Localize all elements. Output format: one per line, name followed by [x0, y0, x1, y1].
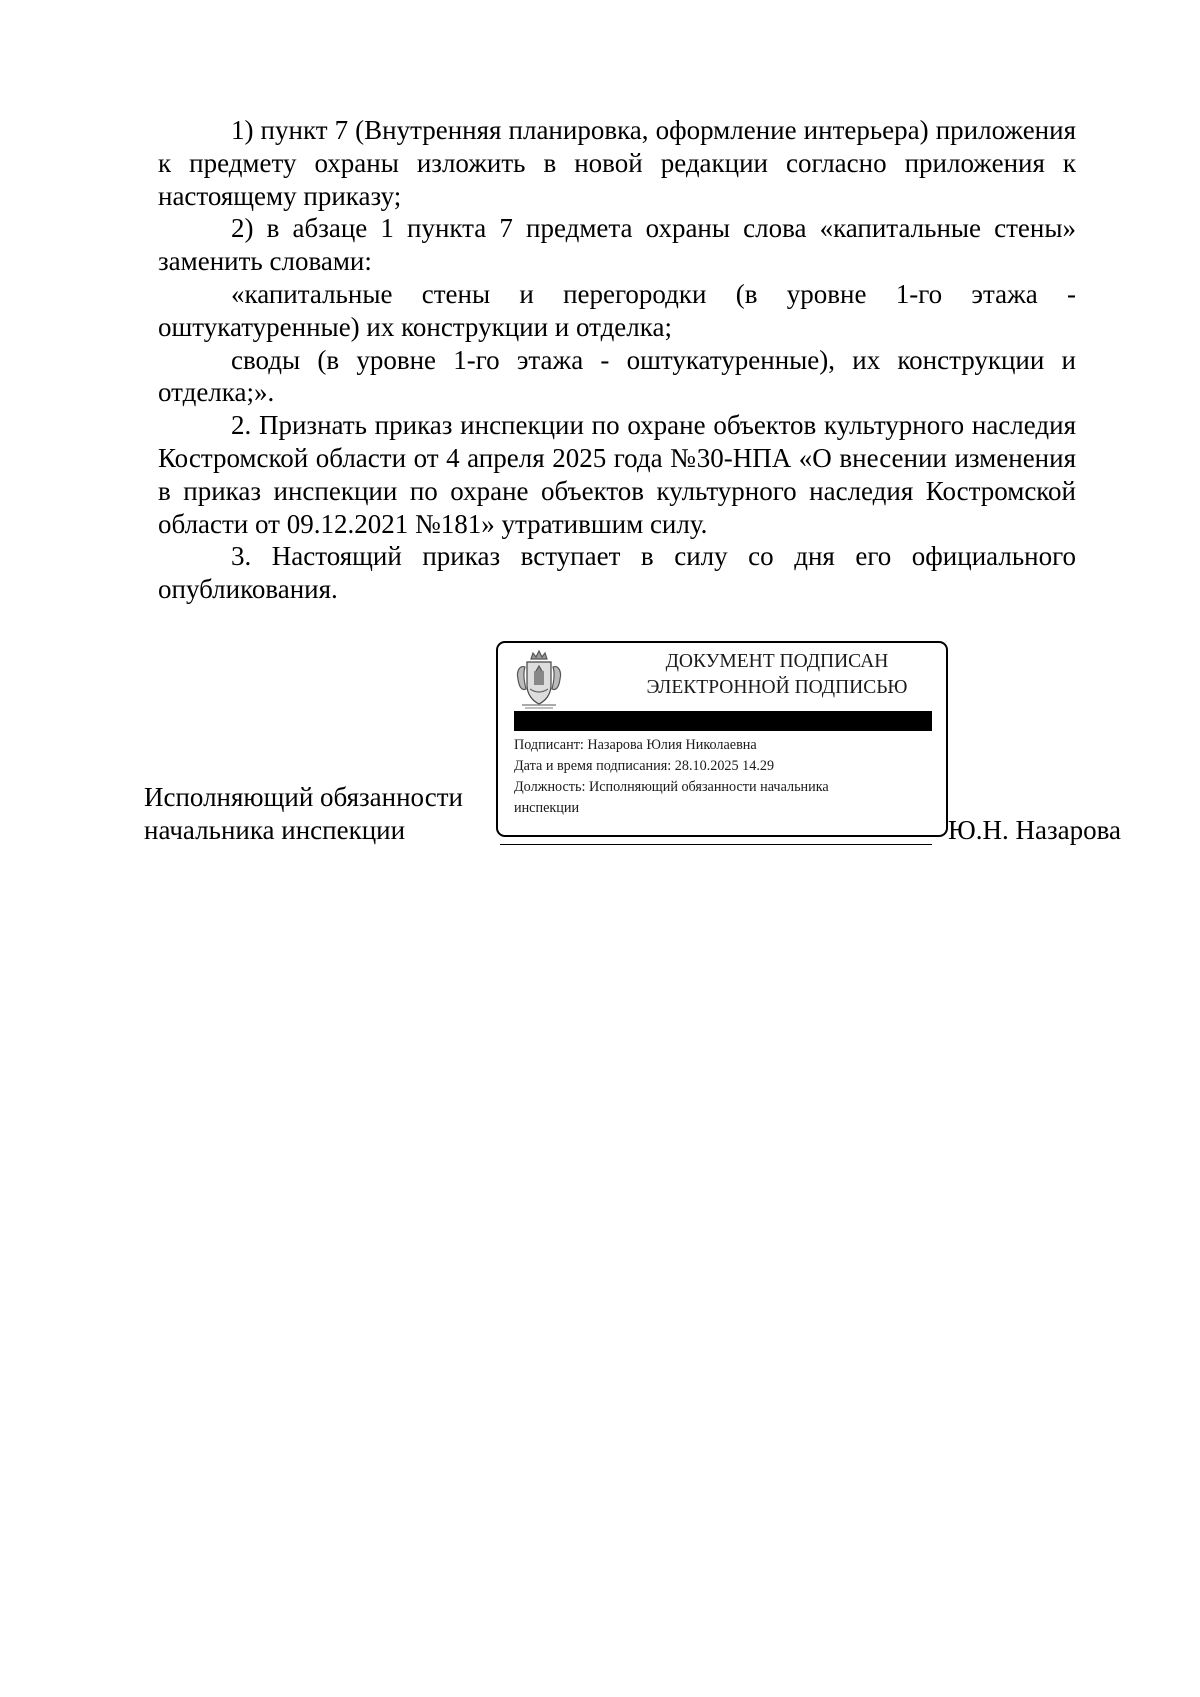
electronic-signature-stamp [496, 641, 948, 837]
document-body [158, 114, 1076, 606]
signer-position-line-1: Исполняющий обязанности [144, 782, 463, 812]
paragraph-replacement-walls: «капитальные стены и перегородки (в уровне 1-го этажа - оштукатуренные) их конструкции и отделка; [158, 278, 1076, 342]
stamp-position-line-2: инспекции [514, 800, 580, 816]
stamp-position-line-1: Должность: Исполняющий обязанности начальника [514, 779, 829, 795]
signer-position [144, 781, 463, 847]
stamp-title-line-1: ДОКУМЕНТ ПОДПИСАН [665, 651, 889, 672]
stamp-title-line-2: ЭЛЕКТРОННОЙ ПОДПИСЬЮ [646, 677, 908, 698]
signer-position-line-2: начальника инспекции [144, 815, 406, 845]
stamp-datetime: Дата и время подписания: 28.10.2025 14.29 [514, 758, 775, 774]
paragraph-item-1: 1) пункт 7 (Внутренняя планировка, оформление интерьера) приложения к предмету охраны изложить в новой редакции согласно приложения к настоящему приказу; [158, 115, 1076, 211]
redacted-certificate-bar [514, 711, 932, 731]
paragraph-replacement-vaults: своды (в уровне 1-го этажа - оштукатуренные), их конструкции и отделка;». [158, 344, 1076, 408]
stamp-title [592, 649, 962, 701]
signer-name: Ю.Н. Назарова [948, 815, 1122, 845]
signature-line [500, 844, 932, 845]
paragraph-clause-2: 2. Признать приказ инспекции по охране объектов культурного наследия Костромской области от 4 апреля 2025 года №30-НПА «О внесении изменения в приказ инспекции по охране объектов культурного наследия Костромской области от 09.12.2021 №181» утратившим силу. [158, 410, 1076, 539]
stamp-details [514, 735, 934, 819]
coat-of-arms-icon [512, 649, 566, 711]
paragraph-clause-3: 3. Настоящий приказ вступает в силу со дня его официального опубликования. [158, 541, 1076, 605]
paragraph-item-2: 2) в абзаце 1 пункта 7 предмета охраны слова «капитальные стены» заменить словами: [158, 213, 1076, 277]
stamp-signer: Подписант: Назарова Юлия Николаевна [514, 737, 757, 753]
